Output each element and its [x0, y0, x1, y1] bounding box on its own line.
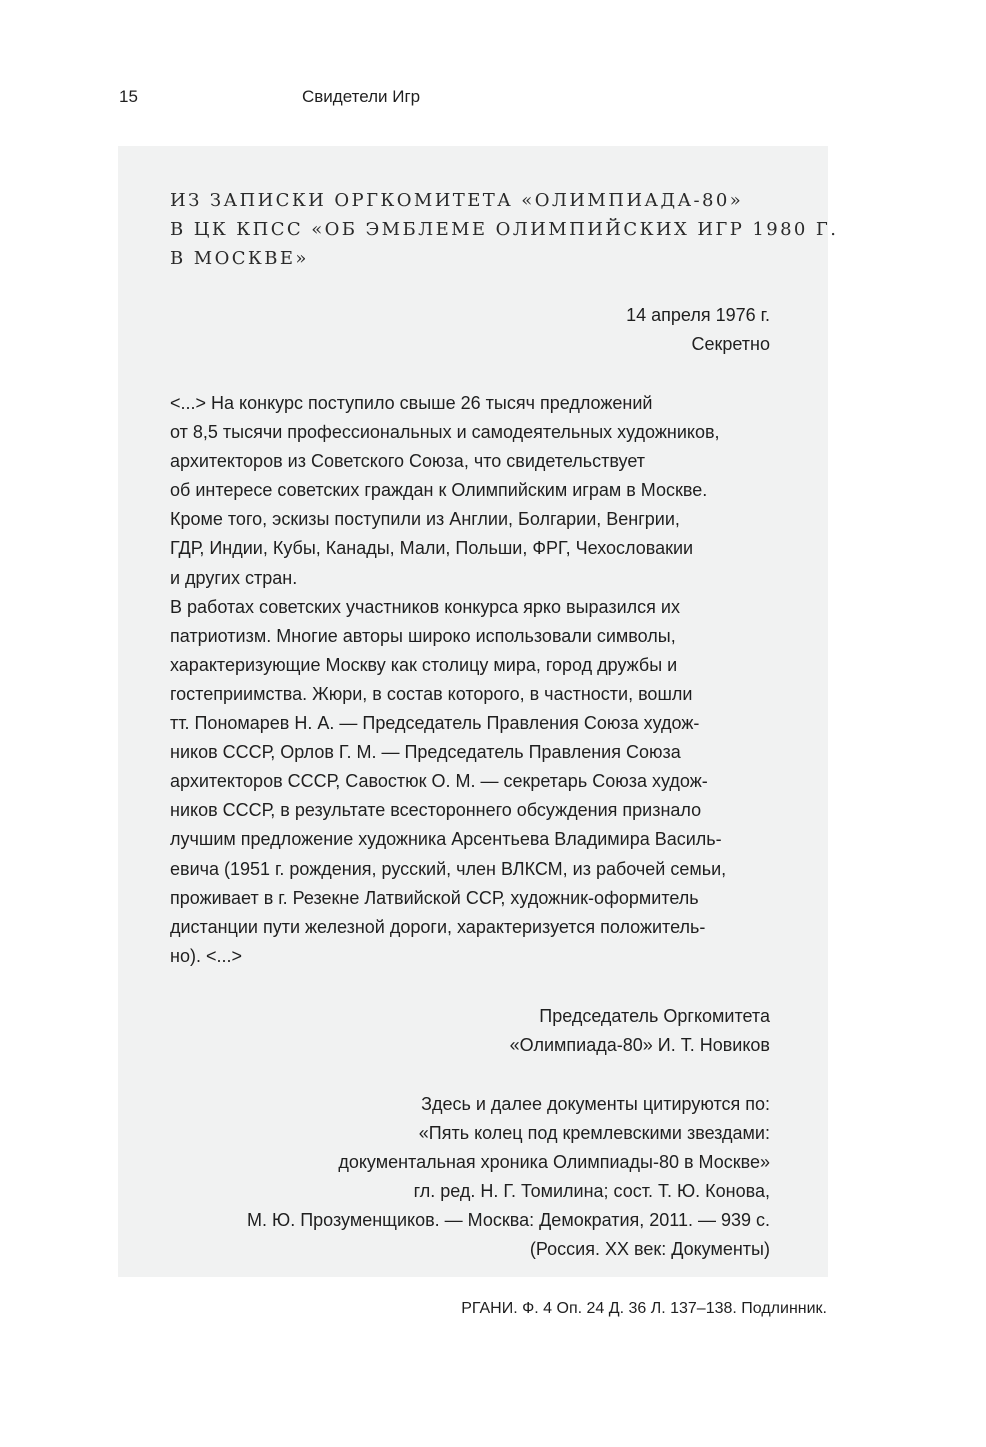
- source-line: гл. ред. Н. Г. Томилина; сост. Т. Ю. Конова,: [413, 1181, 770, 1201]
- archive-reference: РГАНИ. Ф. 4 Оп. 24 Д. 36 Л. 137–138. Подлинник.: [461, 1300, 827, 1317]
- document-classification: Секретно: [691, 334, 770, 354]
- body-line: ников СССР, Орлов Г. М. — Председатель Правления Союза: [170, 742, 681, 763]
- body-line: В работах советских участников конкурса ярко выразился их: [170, 596, 680, 617]
- body-line: и других стран.: [170, 567, 298, 588]
- signature-line: Председатель Оргкомитета: [539, 1006, 770, 1026]
- document-box: [118, 146, 839, 1277]
- body-line: проживает в г. Резекне Латвийской ССР, художник-оформитель: [170, 887, 699, 908]
- running-title: Свидетели Игр: [302, 87, 421, 106]
- body-line: архитекторов из Советского Союза, что свидетельствует: [170, 451, 645, 472]
- source-citation: [247, 1090, 770, 1264]
- body-line: архитекторов СССР, Савостюк О. М. — секретарь Союза худож-: [170, 771, 708, 792]
- document-body: [170, 389, 800, 971]
- document-date: 14 апреля 1976 г.: [626, 305, 770, 325]
- signature-line: «Олимпиада-80» И. Т. Новиков: [509, 1035, 770, 1055]
- body-line: Кроме того, эскизы поступили из Англии, Болгарии, Венгрии,: [170, 509, 680, 530]
- document-meta: [626, 301, 770, 359]
- signature-block: [510, 1002, 770, 1060]
- body-line: ГДР, Индии, Кубы, Канады, Мали, Польши, ФРГ, Чехословакии: [170, 538, 694, 559]
- body-line: об интересе советских граждан к Олимпийским играм в Москве.: [170, 480, 708, 501]
- body-line: дистанции пути железной дороги, характеризуется положитель-: [170, 916, 706, 937]
- body-line: от 8,5 тысячи профессиональных и самодеятельных художников,: [170, 422, 720, 443]
- document-title-line: В МОСКВЕ»: [170, 248, 309, 269]
- body-line: ников СССР, в результате всестороннего обсуждения признало: [170, 800, 702, 821]
- source-line: (Россия. XX век: Документы): [529, 1239, 770, 1259]
- source-line: «Пять колец под кремлевскими звездами:: [418, 1123, 770, 1143]
- body-line: патриотизм. Многие авторы широко использовали символы,: [170, 625, 676, 646]
- document-title-line: ИЗ ЗАПИСКИ ОРГКОМИТЕТА «ОЛИМПИАДА-80»: [170, 190, 744, 211]
- page-number: 15: [119, 87, 138, 106]
- body-line: лучшим предложение художника Арсентьева Владимира Василь-: [170, 829, 722, 850]
- source-line: М. Ю. Прозуменщиков. — Москва: Демократия, 2011. — 939 с.: [247, 1210, 770, 1230]
- body-line: евича (1951 г. рождения, русский, член ВЛКСМ, из рабочей семьи,: [170, 858, 727, 879]
- body-line: гостеприимства. Жюри, в состав которого, в частности, вошли: [170, 683, 693, 704]
- body-line: но). <...>: [170, 945, 242, 966]
- body-line: <...> На конкурс поступило свыше 26 тысяч предложений: [170, 393, 653, 413]
- source-line: Здесь и далее документы цитируются по:: [421, 1094, 770, 1114]
- body-line: тт. Пономарев Н. А. — Председатель Правления Союза худож-: [170, 713, 700, 734]
- source-line: документальная хроника Олимпиады-80 в Москве»: [338, 1152, 770, 1172]
- document-title: [170, 186, 839, 273]
- body-line: характеризующие Москву как столицу мира, город дружбы и: [170, 654, 678, 675]
- document-title-line: В ЦК КПСС «ОБ ЭМБЛЕМЕ ОЛИМПИЙСКИХ ИГР 1980 Г.: [170, 219, 839, 240]
